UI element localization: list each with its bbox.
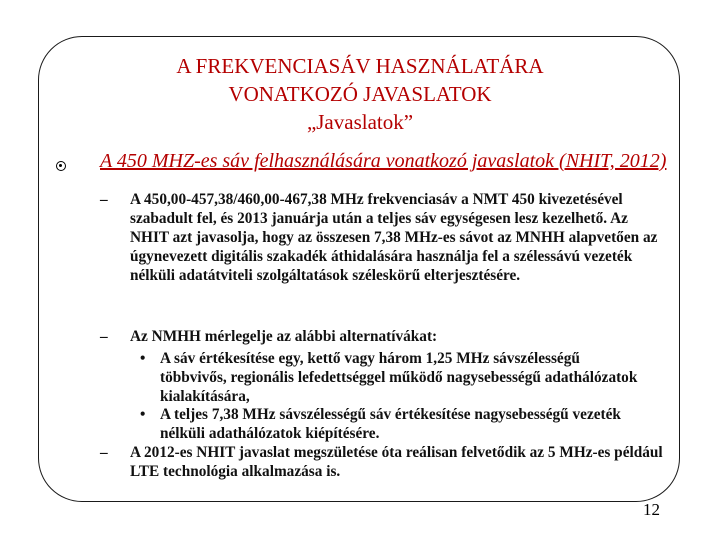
bullet-marker: •: [140, 350, 146, 367]
title-line-3: „Javaslatok”: [306, 110, 414, 134]
bullet-heading: A 450 MHZ-es sáv felhasználására vonatkozó javaslatok (NHIT, 2012): [100, 150, 667, 172]
list-item-text: Az NMHH mérlegelje az alábbi alternatívákat:: [130, 328, 438, 345]
dash-marker: –: [100, 191, 108, 208]
title-line-2: VONATKOZÓ JAVASLATOK: [228, 82, 492, 106]
list-item-text: A sáv értékesítése egy, kettő vagy három 1,25 MHz sávszélességű többvivős, regionális lefedettséggel működő nagysebességű adathálózatok kialakítására,: [160, 350, 638, 405]
slide-title: [0, 52, 720, 136]
page-number: 12: [643, 500, 660, 519]
list-item: [140, 405, 650, 443]
dash-marker: –: [100, 328, 108, 345]
list-item-text: A 2012-es NHIT javaslat megszületése óta reálisan felvetődik az 5 MHz-es például LTE technológia alkalmazása is.: [130, 444, 663, 480]
list-item: [140, 349, 650, 406]
list-item-text: A 450,00-457,38/460,00-467,38 MHz frekvenciasáv a NMT 450 kivezetésével szabadult fel, és 2013 januárja után a teljes sáv egységesen lesz kezelhető. Az NHIT azt javasolja, hogy az összesen 7,38 MHz-es sávot az MNHH alapvetően az úgynevezett digitális szakadék áthidalására használja fel a szélessávú vezeték nélküli adatátviteli szolgáltatások széleskörű elterjesztésére.: [130, 191, 658, 284]
list-item-text: A teljes 7,38 MHz sávszélességű sáv értékesítése nagysebességű vezeték nélküli adathálózatok kiépítésére.: [160, 406, 621, 442]
dash-marker: –: [100, 444, 108, 461]
list-item: [100, 327, 670, 346]
bullet-circle-icon: [56, 161, 66, 171]
title-line-1: A FREKVENCIASÁV HASZNÁLATÁRA: [176, 54, 544, 78]
list-item: [100, 443, 670, 481]
list-item: [100, 190, 670, 285]
bullet-marker: •: [140, 406, 146, 423]
